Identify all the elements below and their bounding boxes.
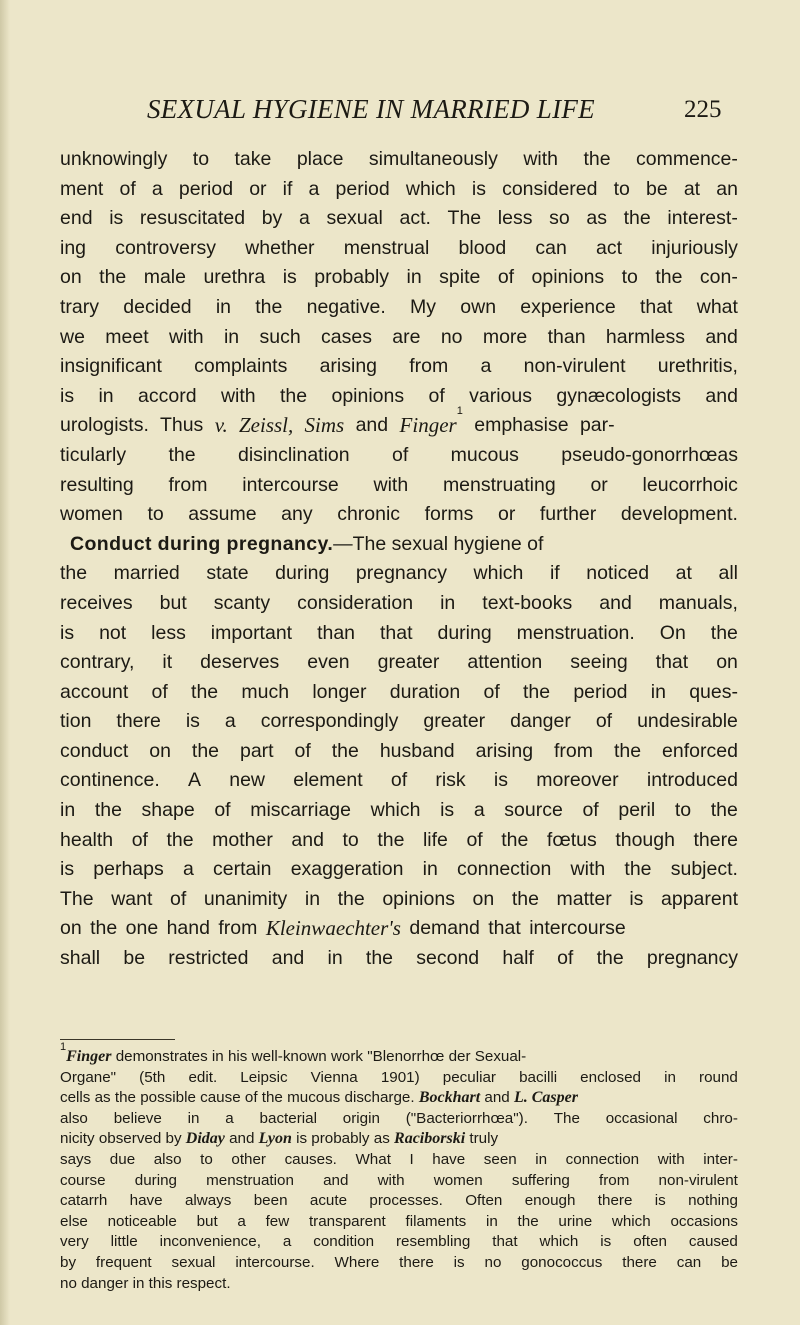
- text-line: in the shape of miscarriage which is a source of peril to the: [60, 799, 738, 822]
- section-heading-line: Conduct during pregnancy. —The sexual hygiene of: [60, 530, 738, 560]
- footnote-line: also believe in a bacterial origin ("Bacteriorrhœa"). The occasional chro-: [60, 1109, 738, 1127]
- text-line: contrary, it deserves even greater attention seeing that on: [60, 651, 738, 674]
- text-line: ing controversy whether menstrual blood can act injuriously: [60, 236, 738, 259]
- text-line: trary decided in the negative. My own experience that what: [60, 295, 738, 318]
- author-name: Finger: [66, 1048, 112, 1065]
- author-name: Diday: [185, 1130, 225, 1148]
- text-line: on the male urethra is probably in spite of opinions to the con-: [60, 266, 738, 289]
- footnote-line: cells as the possible cause of the mucous discharge. Bockhart and L. Casper: [60, 1088, 738, 1109]
- text-line: ment of a period or if a period which is considered to be at an: [60, 177, 738, 200]
- text-line: we meet with in such cases are no more than harmless and: [60, 325, 738, 348]
- running-title: SEXUAL HYGIENE IN MARRIED LIFE: [147, 94, 595, 124]
- text-line: insignificant complaints arising from a non-virulent urethritis,: [60, 355, 738, 378]
- author-name: Raciborski: [394, 1130, 466, 1148]
- text-line: urologists. Thus v. Zeissl, Sims and Finger 1 emphasise par-: [60, 411, 738, 441]
- footnote-line: Organe" (5th edit. Leipsic Vienna 1901) peculiar bacilli enclosed in round: [60, 1068, 738, 1086]
- page-edge-shadow: [0, 0, 10, 1325]
- text-line: tion there is a correspondingly greater danger of undesirable: [60, 710, 738, 733]
- footnote-marker: 1: [456, 405, 463, 418]
- text-line: end is resuscitated by a sexual act. The less so as the interest-: [60, 207, 738, 230]
- footnote-line: 1 Finger demonstrates in his well-known work "Blenorrhœ der Sexual-: [60, 1047, 738, 1068]
- footnote-rule: [60, 1039, 175, 1040]
- text-line: is perhaps a certain exaggeration in connection with the subject.: [60, 858, 738, 881]
- author-name: L. Casper: [513, 1089, 578, 1107]
- footnote: [60, 1041, 738, 1294]
- footnote-line: by frequent sexual intercourse. Where there is no gonococcus there can be: [60, 1253, 738, 1271]
- body-text: [60, 145, 738, 974]
- text-line: ticularly the disinclination of mucous pseudo-gonorrhœas: [60, 443, 738, 466]
- section-heading: Conduct during pregnancy.: [70, 532, 334, 555]
- text-line: is not less important than that during menstruation. On the: [60, 621, 738, 644]
- text-line: unknowingly to take place simultaneously with the commence-: [60, 148, 738, 170]
- text-line: women to assume any chronic forms or further development.: [60, 503, 738, 526]
- author-name: Bockhart: [418, 1089, 481, 1107]
- footnote-line: course during menstruation and with women suffering from non-virulent: [60, 1171, 738, 1189]
- text-line: The want of unanimity in the opinions on the matter is apparent: [60, 887, 738, 910]
- author-name: Kleinwaechter's: [265, 916, 401, 941]
- text-line: health of the mother and to the life of the fœtus though there: [60, 828, 738, 851]
- author-name: Finger: [399, 413, 457, 438]
- text-line: continence. A new element of risk is moreover introduced: [60, 769, 738, 792]
- text-line: resulting from intercourse with menstruating or leucorrhoic: [60, 473, 738, 496]
- footnote-line: no danger in this respect.: [60, 1274, 231, 1292]
- text-line: the married state during pregnancy which if noticed at all: [60, 562, 738, 585]
- author-name: v. Zeissl, Sims: [214, 413, 345, 438]
- footnote-line: says due also to other causes. What I have seen in connection with inter-: [60, 1150, 738, 1168]
- text-line: conduct on the part of the husband arising from the enforced: [60, 739, 738, 762]
- text-line: is in accord with the opinions of various gynæcologists and: [60, 384, 738, 407]
- footnote-line: nicity observed by Diday and Lyon is probably as Raciborski truly: [60, 1129, 738, 1150]
- author-name: Lyon: [258, 1130, 292, 1148]
- text-line: shall be restricted and in the second half of the pregnancy: [60, 947, 738, 970]
- text-line: account of the much longer duration of the period in ques-: [60, 680, 738, 703]
- footnote-line: else noticeable but a few transparent filaments in the urine which occasions: [60, 1212, 738, 1230]
- text-line: receives but scanty consideration in text-books and manuals,: [60, 591, 738, 614]
- text-line: on the one hand from Kleinwaechter's demand that intercourse: [60, 914, 738, 944]
- footnote-line: catarrh have always been acute processes. Often enough there is nothing: [60, 1192, 738, 1210]
- footnote-line: very little inconvenience, a condition resembling that which is often caused: [60, 1233, 738, 1251]
- footnote-marker: 1: [60, 1041, 67, 1053]
- running-head: [0, 94, 800, 134]
- page-number: 225: [684, 96, 722, 123]
